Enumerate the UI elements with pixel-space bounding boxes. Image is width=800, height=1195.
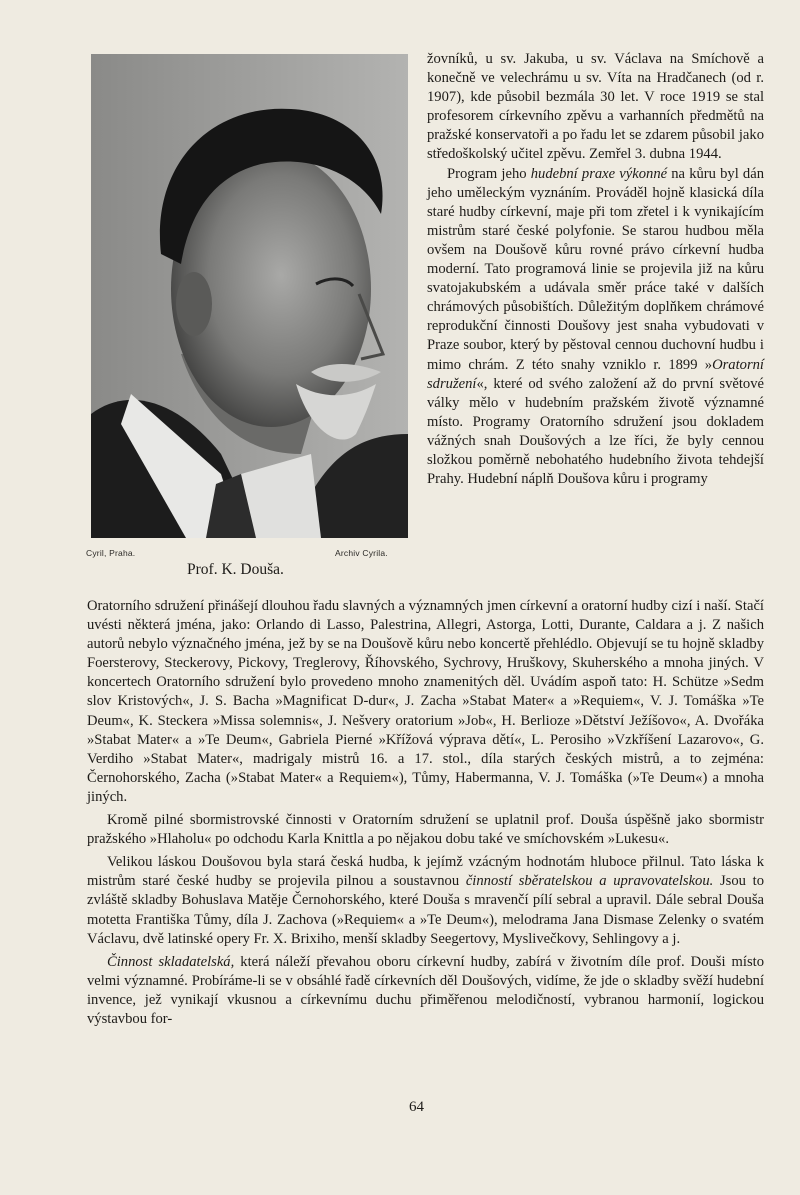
emphasis-text: Oratorní sdružení bbox=[427, 356, 764, 392]
text-run: Program jeho bbox=[447, 165, 531, 182]
paragraph bbox=[87, 853, 764, 948]
text-run: na kůru byl dán jeho uměleckým vyznáním. Prováděl hojně klasická díla staré hudby církevní, maje při tom zřetel i k vynikajícím mistrům staré české polyfonie. Se starou hudbou měla ovšem na Doušově kůru rovné právo církevní hudba moderní. Tato programová linie se projevila již na kůru svatojakubském a udávala směr práce také v dalších chrámových působištích. Důležitým doplňkem chrámové reprodukční činnosti Doušovy jest snaha vybudovati v Praze soubor, který by pěstoval cennou duchovní hudbu i mimo chrám. Z této snahy vzniklo r. 1899 » bbox=[427, 165, 764, 373]
photo-credit-right: Archiv Cyrila. bbox=[335, 548, 388, 558]
photo-credit-left: Cyril, Praha. bbox=[86, 548, 136, 558]
paragraph: Oratorního sdružení přinášejí dlouhou řadu slavných a významných jmen církevní a oratorní hudby cizí i naší. Stačí uvésti některá jména, jako: Orlando di Lasso, Palestrina, Allegri, Astorga, Lotti, Durante, Caldara a j. Z našich autorů nebylo význačného jména, jež by se na Doušově kůru nebo koncertě přehlédlo. Objevují se tu hojně skladby Foersterovy, Steckerovy, Pickovy, Treglerovy, Říhovského, Sychrovy, Hruškovy, Skuherského a mnoha jiných. V koncertech Oratorního sdružení bylo provedeno mnoho znamenitých děl. Uvádím aspoň tato: H. Schütze »Sedm slov Kristových«, J. S. Bacha »Magnificat D-dur«, J. Zacha »Stabat Mater« a »Requiem«, V. J. Tomáška »Te Deum«, K. Steckera »Missa solemnis«, J. Nešvery oratorium »Job«, H. Berlioze »Dětství Ježíšovo«, A. Dvořáka »Stabat Mater« a »Te Deum«, Gabriela Pierné »Křížová výprava dětí«, L. Perosiho »Vzkříšení Lazarovo«, G. Verdiho »Stabat Mater«, madrigaly mistrů 16. a 17. stol., díla starých českých mistrů, a to zejména: Černohorského, Zacha (»Stabat Mater« a Requiem«), Tůmy, Habermanna, V. J. Tomáška (»Te Deum«) a mnoha jiných. bbox=[87, 598, 764, 805]
text-run: která náleží převahou oboru církevní hudby, zabírá v životním díle prof. Douši místo velmi významné. Probíráme-li se v obsáhlé řadě církevních děl Doušových, vidíme, že jde o skladby svěží hudební invence, jež vynikají vkusnou a církevnímu duchu přiměřenou melodičností, vybranou harmonií, logickou výstavbou for- bbox=[87, 953, 764, 1027]
emphasis-text: Činnost skladatelská, bbox=[107, 953, 235, 970]
paragraph: Kromě pilné sbormistrovské činnosti v Oratorním sdružení se uplatnil prof. Douša úspěšně jako sbormistr pražského »Hlaholu« po odchodu Karla Knittla a po nějakou dobu také ve smíchovském »Lukesu«. bbox=[87, 812, 764, 848]
text-run: Jsou to zvláště skladby Bohuslava Matěje Černohorského, které Douša s mravenčí pílí sebral a upravil. Dále sebral Douša motetta Františka Tůmy, díla J. Zachova (»Requiem« a »Te Deum«), melodrama Jana Dismase Zelenky o svatém Václavu, dvě latinské opery Fr. X. Brixiho, menší skladby Seegertovy, Myslivečkovy, Sehlingovy a j. bbox=[87, 873, 764, 947]
emphasis-text: hudební praxe výkonné bbox=[530, 165, 668, 182]
text-run: «, které od svého založení až do první světové války mělo v hudebním pražském životě významné místo. Programy Oratorního sdružení jsou dokladem vážných snah Doušových a lze říci, že byly cennou složkou poměrně nebohatého hudebního života tehdejší Prahy. Hudební náplň Doušova kůru i programy bbox=[427, 375, 764, 488]
portrait-illustration bbox=[91, 54, 408, 538]
text-run: Velikou láskou Doušovou byla stará česká hudba, k jejímž vzácným hodnotám hluboce přilnul. Tato láska k mistrům staré české hudby se projevila pilnou a soustavnou bbox=[87, 854, 764, 890]
portrait-photo bbox=[91, 54, 408, 538]
emphasis-text: činností sběratelskou a upravovatelskou. bbox=[465, 873, 714, 890]
right-text-column bbox=[427, 50, 764, 489]
paragraph bbox=[87, 953, 764, 1029]
photo-caption: Prof. K. Douša. bbox=[187, 561, 284, 578]
full-width-text bbox=[87, 597, 764, 1029]
paragraph bbox=[427, 165, 764, 490]
page-number: 64 bbox=[409, 1099, 424, 1115]
paragraph: žovníků, u sv. Jakuba, u sv. Václava na Smíchově a konečně ve velechrámu u sv. Víta na Hradčanech (od r. 1907), kde působil bezmála 30 let. V roce 1919 se stal profesorem církevního zpěvu a varhanních předmětů na pražské konservatoři a po řadu let se zdarem působil jako středoškolský učitel zpěvu. Zemřel 3. dubna 1944. bbox=[427, 51, 764, 163]
